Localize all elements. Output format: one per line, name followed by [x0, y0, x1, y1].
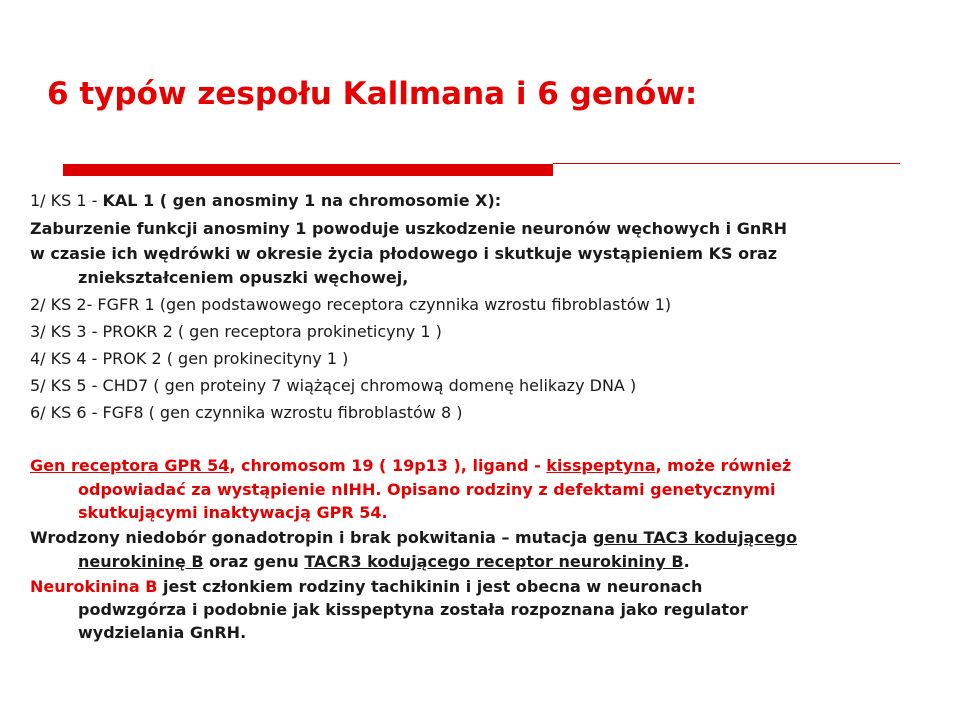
ks2-line: 2/ KS 2- FGFR 1 (gen podstawowego receptora czynnika wzrostu fibroblastów 1) — [30, 295, 672, 314]
title-underline-thick — [63, 164, 553, 176]
tac-e: oraz genu — [203, 552, 305, 571]
ks1-line — [30, 191, 501, 211]
tacr3-gene: TACR3 kodującego receptor neurokininy B — [304, 552, 684, 571]
ks4-line: 4/ KS 4 - PROK 2 ( gen prokinecityny 1 ) — [30, 349, 349, 368]
ks1-desc-line-2: w czasie ich wędrówki w okresie życia płodowego i skutkuje wystąpieniem KS oraz — [30, 244, 778, 263]
gpr-end: , może również — [655, 456, 792, 475]
ks5-line: 5/ KS 5 - CHD7 ( gen proteiny 7 wiążącej chromową domenę helikazy DNA ) — [30, 376, 637, 395]
title-underline-thin — [553, 163, 900, 164]
tac-a: Wrodzony niedobór gonadotropin i brak pokwitania — [30, 528, 502, 547]
ks1-title: KAL 1 ( gen anosminy 1 na chromosomie X): — [102, 191, 502, 210]
gpr-mid: , chromosom 19 ( 19p13 ), ligand - — [229, 456, 547, 475]
ks1-desc-line-3: zniekształceniem opuszki węchowej, — [78, 268, 409, 287]
ks1-prefix: 1/ KS 1 - — [30, 191, 103, 210]
ks1-desc-line-1: Zaburzenie funkcji anosminy 1 powoduje uszkodzenie neuronów węchowych i GnRH — [30, 219, 787, 238]
tac-line-1 — [30, 528, 797, 548]
ks6-line: 6/ KS 6 - FGF8 ( gen czynnika wzrostu fibroblastów 8 ) — [30, 403, 463, 422]
gpr-gene-name: Gen receptora GPR 54 — [30, 456, 230, 475]
nkb-line-2: podwzgórza i podobnie jak kisspeptyna została rozpoznana jako regulator — [78, 600, 748, 619]
page-title: 6 typów zespołu Kallmana i 6 genów: — [47, 76, 698, 112]
neurokinin-b-link: neurokininę B — [78, 552, 204, 571]
tac-dash: – — [501, 528, 510, 547]
nkb-rest: jest członkiem rodziny tachikinin i jest obecna w neuronach — [157, 577, 703, 596]
tac-line-2 — [78, 552, 690, 572]
nkb-line-1 — [30, 577, 702, 597]
nkb-name: Neurokinina B — [30, 577, 158, 596]
gpr-line-1 — [30, 456, 791, 476]
nkb-line-3: wydzielania GnRH. — [78, 623, 247, 642]
tac-b: mutacja — [509, 528, 593, 547]
gpr-kisspeptin: kisspeptyna — [546, 456, 656, 475]
gpr-line-2: odpowiadać za wystąpienie nIHH. Opisano rodziny z defektami genetycznymi — [78, 480, 776, 499]
gpr-line-3: skutkującymi inaktywacją GPR 54. — [78, 503, 388, 522]
tac3-gene: genu TAC3 kodującego — [592, 528, 798, 547]
ks3-line: 3/ KS 3 - PROKR 2 ( gen receptora prokineticyny 1 ) — [30, 322, 442, 341]
tac-g: . — [683, 552, 690, 571]
